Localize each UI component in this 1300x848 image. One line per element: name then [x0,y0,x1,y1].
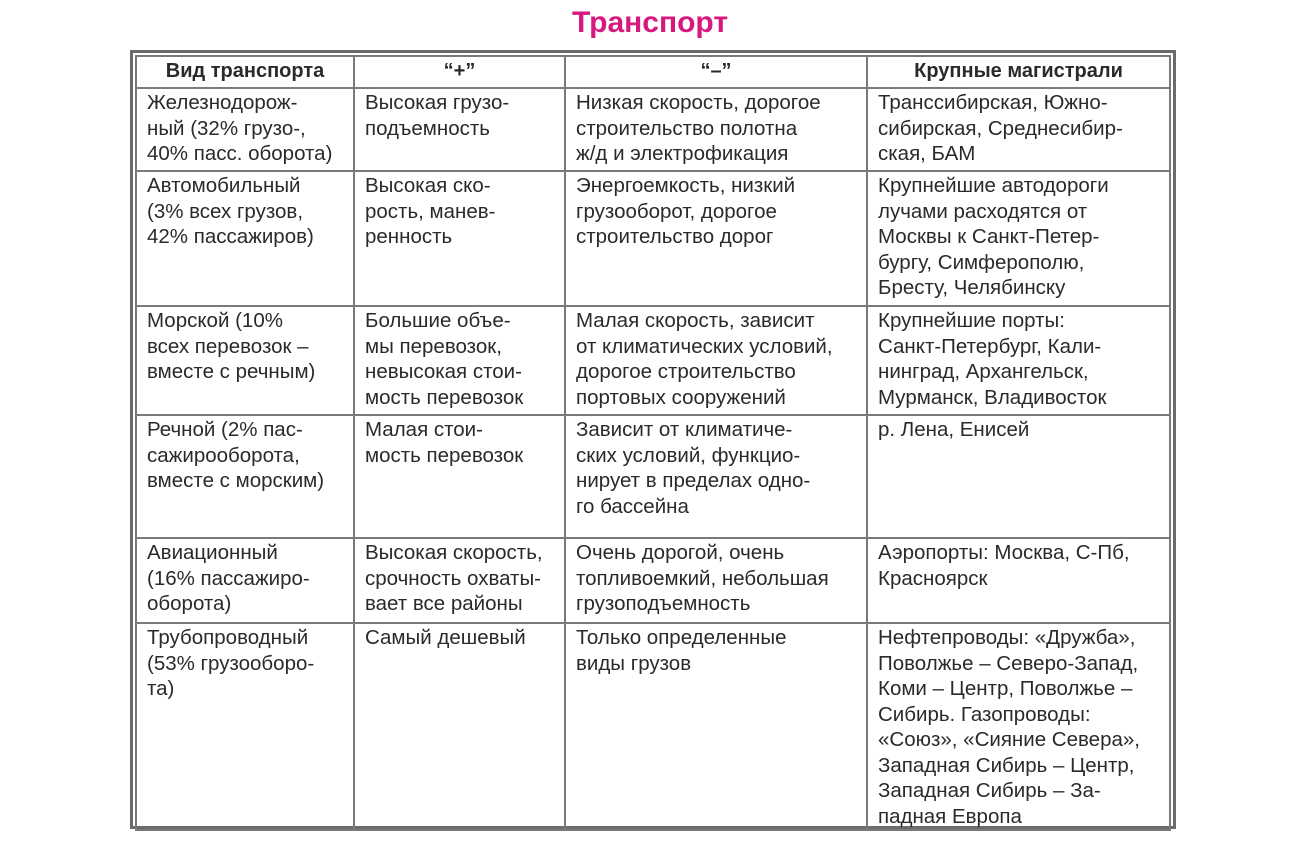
page-title: Транспорт [571,6,729,39]
cell-transport-type: Автомобильный (3% всех грузов, 42% пассажиров) [136,171,354,306]
table-row [136,623,1170,830]
cell-advantages: Высокая грузо- подъемность [354,88,565,171]
cell-disadvantages: Зависит от климатиче- ских условий, функцио- нирует в пределах одно- го бассейна [565,415,867,538]
table-header-row [136,56,1170,88]
cell-advantages: Высокая ско- рость, манев- ренность [354,171,565,306]
table-row [136,88,1170,171]
cell-advantages: Малая стои- мость перевозок [354,415,565,538]
cell-transport-type: Речной (2% пас- сажирооборота, вместе с морским) [136,415,354,538]
cell-main-routes: Аэропорты: Москва, С-Пб, Красноярск [867,538,1170,623]
transport-table [135,55,1171,831]
cell-advantages: Большие объе- мы перевозок, невысокая стои- мость перевозок [354,306,565,415]
cell-disadvantages: Энергоемкость, низкий грузооборот, дорогое строительство дорог [565,171,867,306]
header-transport-type: Вид транспорта [136,56,354,88]
cell-main-routes: Транссибирская, Южно- сибирская, Среднесибир- ская, БАМ [867,88,1170,171]
transport-table-frame [130,50,1176,829]
header-main-routes: Крупные магистрали [867,56,1170,88]
table-row [136,538,1170,623]
cell-main-routes: Нефтепроводы: «Дружба», Поволжье – Северо-Запад, Коми – Центр, Поволжье – Сибирь. Газопроводы: «Союз», «Сияние Севера», Западная Сибирь – Центр, Западная Сибирь – За- падная Европа [867,623,1170,830]
cell-transport-type: Морской (10% всех перевозок – вместе с речным) [136,306,354,415]
cell-transport-type: Авиационный (16% пассажиро- оборота) [136,538,354,623]
table-row [136,171,1170,306]
cell-transport-type: Железнодорож- ный (32% грузо-, 40% пасс. оборота) [136,88,354,171]
header-advantages: “+” [354,56,565,88]
cell-disadvantages: Низкая скорость, дорогое строительство полотна ж/д и электрофикация [565,88,867,171]
cell-advantages: Самый дешевый [354,623,565,830]
cell-main-routes: р. Лена, Енисей [867,415,1170,538]
cell-advantages: Высокая скорость, срочность охваты- вает все районы [354,538,565,623]
table-row [136,415,1170,538]
cell-disadvantages: Очень дорогой, очень топливоемкий, небольшая грузоподъемность [565,538,867,623]
table-row [136,306,1170,415]
header-disadvantages: “–” [565,56,867,88]
cell-main-routes: Крупнейшие порты: Санкт-Петербург, Кали- нинград, Архангельск, Мурманск, Владивосток [867,306,1170,415]
cell-transport-type: Трубопроводный (53% грузооборо- та) [136,623,354,830]
cell-main-routes: Крупнейшие автодороги лучами расходятся от Москвы к Санкт-Петер- бургу, Симферополю, Бресту, Челябинску [867,171,1170,306]
cell-disadvantages: Малая скорость, зависит от климатических условий, дорогое строительство портовых сооружений [565,306,867,415]
cell-disadvantages: Только определенные виды грузов [565,623,867,830]
